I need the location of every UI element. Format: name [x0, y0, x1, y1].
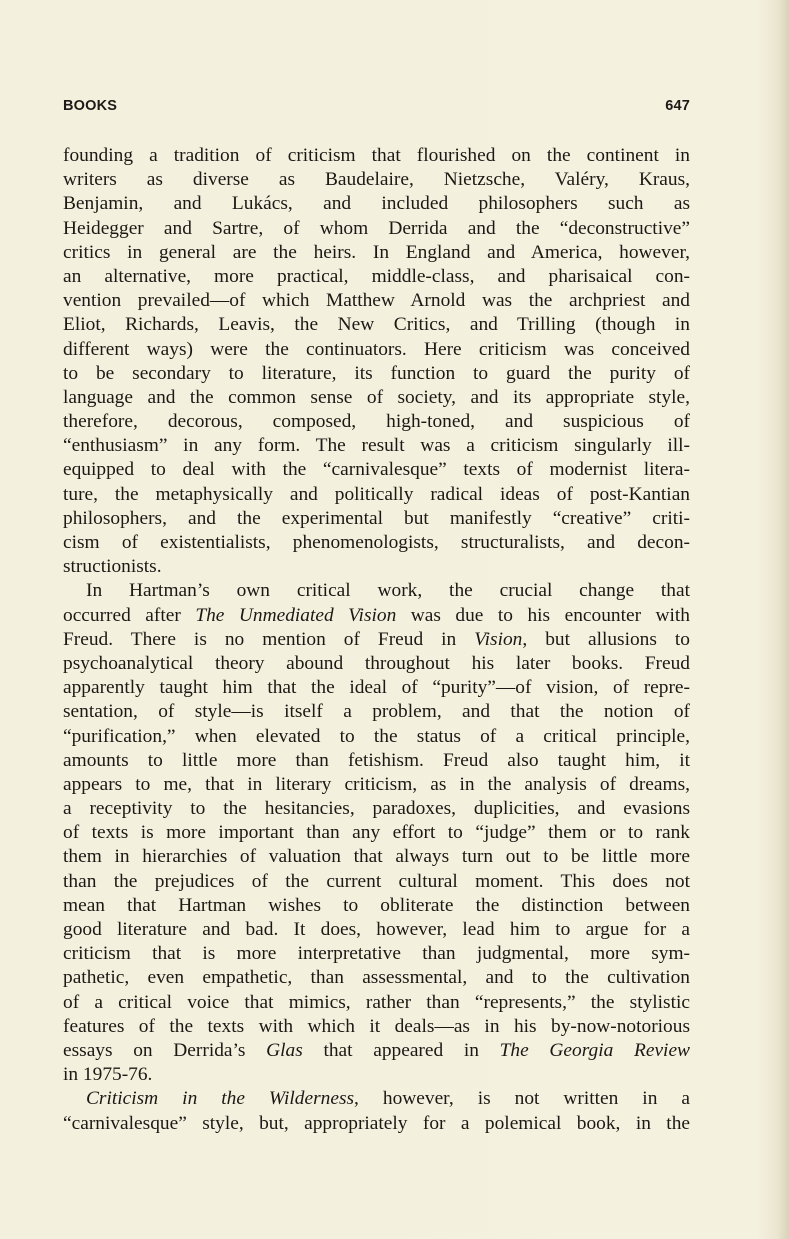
page-number: 647	[665, 98, 690, 114]
text-line: Freud. There is no mention of Freud in Vision, but allusions to	[63, 628, 690, 650]
text-line: appears to me, that in literary criticism, as in the analysis of dreams,	[63, 773, 690, 795]
running-head: BOOKS	[63, 98, 118, 114]
text-line: writers as diverse as Baudelaire, Nietzsche, Valéry, Kraus,	[63, 169, 690, 191]
text-line: structionists.	[63, 556, 162, 578]
text-line: therefore, decorous, composed, high-toned, and suspicious of	[63, 411, 690, 433]
text-line: founding a tradition of criticism that flourished on the continent in	[63, 145, 690, 166]
text-line: good literature and bad. It does, however, lead him to argue for a	[63, 919, 690, 940]
text-line: In Hartman’s own critical work, the crucial change that	[86, 580, 690, 602]
body-text	[63, 144, 690, 1136]
text-line: of texts is more important than any effort to “judge” them or to rank	[63, 822, 690, 844]
text-line: a receptivity to the hesitancies, paradoxes, duplicities, and evasions	[63, 798, 690, 820]
text-line: language and the common sense of society, and its appropriate style,	[63, 386, 690, 408]
text-line: “carnivalesque” style, but, appropriately for a polemical book, in the	[63, 1112, 690, 1134]
text-line: them in hierarchies of valuation that always turn out to be little more	[63, 846, 690, 868]
text-line: an alternative, more practical, middle-class, and pharisaical con-	[63, 265, 690, 287]
text-line: vention prevailed—of which Matthew Arnold was the archpriest and	[63, 290, 690, 312]
text-line: criticism that is more interpretative than judgmental, more sym-	[63, 943, 690, 965]
text-line: Heidegger and Sartre, of whom Derrida and the “deconstructive”	[63, 217, 690, 239]
text-line: pathetic, even empathetic, than assessmental, and to the cultivation	[63, 967, 690, 989]
text-line: in 1975-76.	[63, 1064, 153, 1086]
page-header	[63, 98, 690, 120]
text-line: ture, the metaphysically and politically radical ideas of post-Kantian	[63, 483, 690, 505]
text-line: of a critical voice that mimics, rather than “represents,” the stylistic	[63, 991, 690, 1013]
text-line: “enthusiasm” in any form. The result was a criticism singularly ill-	[63, 435, 690, 457]
text-line: Criticism in the Wilderness, however, is not written in a	[86, 1088, 690, 1110]
text-line: than the prejudices of the current cultural moment. This does not	[63, 870, 690, 892]
text-line: philosophers, and the experimental but manifestly “creative” criti-	[63, 507, 690, 529]
text-line: psychoanalytical theory abound throughout his later books. Freud	[63, 652, 690, 674]
text-line: occurred after The Unmediated Vision was due to his encounter with	[63, 604, 690, 626]
text-line: different ways) were the continuators. Here criticism was conceived	[63, 338, 690, 360]
text-line: Eliot, Richards, Leavis, the New Critics, and Trilling (though in	[63, 314, 690, 336]
text-line: equipped to deal with the “carnivalesque” texts of modernist litera-	[63, 459, 690, 481]
text-line: sentation, of style—is itself a problem, and that the notion of	[63, 701, 690, 723]
text-line: features of the texts with which it deals—as in his by-now-notorious	[63, 1015, 690, 1037]
text-line: amounts to little more than fetishism. Freud also taught him, it	[63, 749, 690, 771]
text-line: “purification,” when elevated to the status of a critical principle,	[63, 725, 690, 747]
text-line: to be secondary to literature, its function to guard the purity of	[63, 362, 690, 384]
text-line: Benjamin, and Lukács, and included philosophers such as	[63, 193, 690, 215]
text-line: cism of existentialists, phenomenologists, structuralists, and decon-	[63, 532, 690, 553]
text-line: critics in general are the heirs. In England and America, however,	[63, 241, 690, 263]
text-line: mean that Hartman wishes to obliterate the distinction between	[63, 894, 690, 916]
text-line: apparently taught him that the ideal of “purity”—of vision, of repre-	[63, 677, 690, 699]
text-line: essays on Derrida’s Glas that appeared in The Georgia Review	[63, 1039, 690, 1061]
